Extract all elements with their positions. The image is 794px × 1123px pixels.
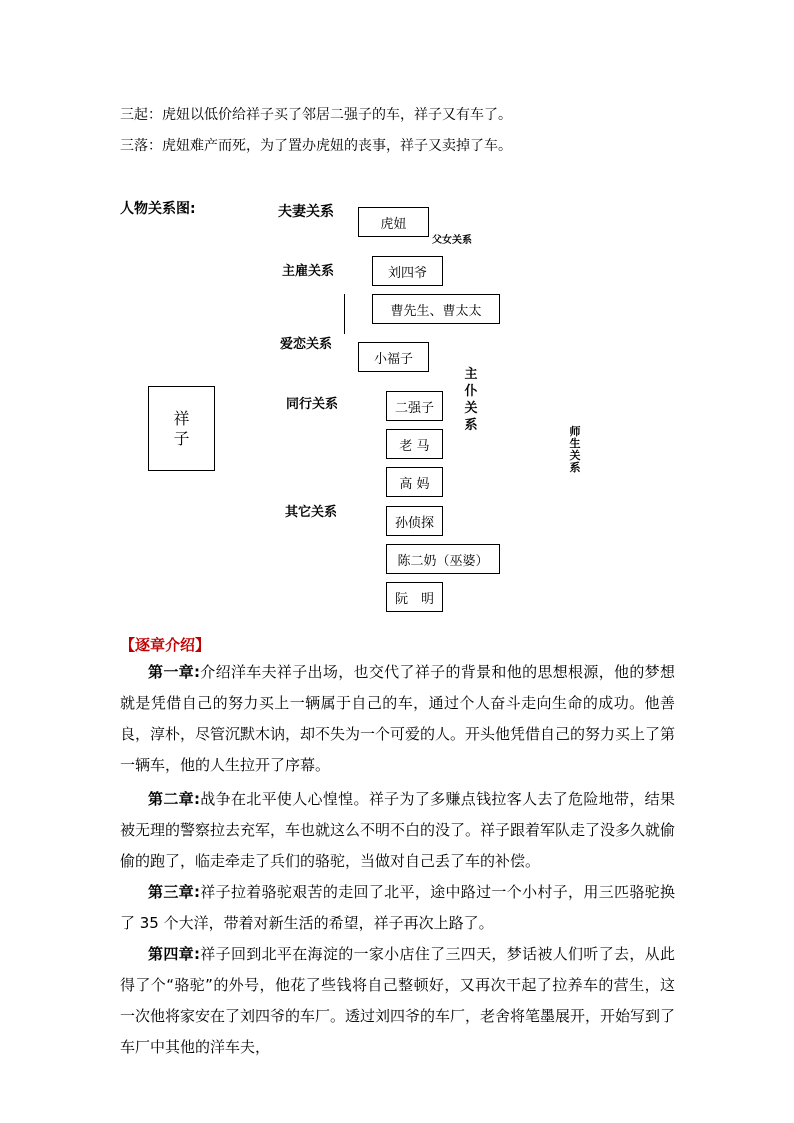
box-xiaofuzi: 小福子 xyxy=(358,342,429,372)
diagram-title: 人物关系图: xyxy=(120,201,196,217)
center-box-xiangzi xyxy=(148,386,215,471)
box-erqiangzi: 二强子 xyxy=(386,391,443,421)
box-chen: 陈二奶（巫婆） xyxy=(386,544,500,574)
chapter-paragraph-4 xyxy=(120,939,675,1063)
center-label: 祥子 xyxy=(173,408,190,448)
chapter-text: 介绍洋车夫祥子出场，也交代了祥子的背景和他的思想根源，他的梦想就是凭借自己的努力买上一辆属于自己的车，通过个人奋斗走向生命的成功。他善良，淳朴，尽管沉默木讷，却不失为一个可爱的人。开头他凭借自己的努力买上了第一辆车，他的人生拉开了序幕。 xyxy=(120,663,676,774)
chapters-heading: 【逐章介绍】 xyxy=(120,636,211,654)
intro-line-1: 三起：虎妞以低价给祥子买了邻居二强子的车，祥子又有车了。 xyxy=(120,107,512,123)
label-teacher-student: 师生关系 xyxy=(569,425,581,474)
box-cao: 曹先生、曹太太 xyxy=(372,294,500,324)
label-master-servant: 主仆关系 xyxy=(464,367,478,433)
label-spouse: 夫妻关系 xyxy=(278,204,334,220)
box-laoma: 老 马 xyxy=(386,429,443,459)
box-liusiye: 刘四爷 xyxy=(372,256,443,286)
chapter-title: 第四章: xyxy=(148,945,200,963)
box-gaoma: 高 妈 xyxy=(386,467,443,497)
label-employer: 主雇关系 xyxy=(282,264,335,279)
chapter-paragraph-3 xyxy=(120,877,675,939)
chapter-text: 战争在北平使人心惶惶。祥子为了多赚点钱拉客人去了危险地带，结果被无理的警察拉去充军，车也就这么不明不白的没了。祥子跟着军队走了没多久就偷偷的跑了，临走牵走了兵们的骆驼，当做对自己丢了车的补偿。 xyxy=(120,790,676,870)
bracket-line xyxy=(344,294,345,334)
label-other: 其它关系 xyxy=(285,505,338,520)
intro-line-2: 三落：虎妞难产而死，为了置办虎妞的丧事，祥子又卖掉了车。 xyxy=(120,138,512,154)
label-romance: 爱恋关系 xyxy=(280,337,333,352)
box-ruanming: 阮 明 xyxy=(386,582,443,612)
box-sun: 孙侦探 xyxy=(386,506,443,536)
chapter-title: 第二章: xyxy=(148,790,200,808)
label-peer: 同行关系 xyxy=(286,397,339,412)
chapter-title: 第三章: xyxy=(148,883,200,901)
chapter-paragraph-2 xyxy=(120,784,675,877)
chapter-paragraph-1 xyxy=(120,657,675,781)
chapter-title: 第一章: xyxy=(148,663,200,681)
box-huniu: 虎妞 xyxy=(358,207,429,237)
label-father-daughter: 父女关系 xyxy=(432,235,472,246)
chapter-text: 祥子拉着骆驼艰苦的走回了北平，途中路过一个小村子，用三匹骆驼换了 35 个大洋，带着对新生活的希望，祥子再次上路了。 xyxy=(120,883,675,932)
chapter-text: 祥子回到北平在海淀的一家小店住了三四天，梦话被人们听了去，从此得了个“骆驼”的外号，他花了些钱将自己整顿好，又再次干起了拉养车的营生，这一次他将家安在了刘四爷的车厂。透过刘四爷的车厂，老舍将笔墨展开，开始写到了车厂中其他的洋车夫， xyxy=(120,945,676,1056)
